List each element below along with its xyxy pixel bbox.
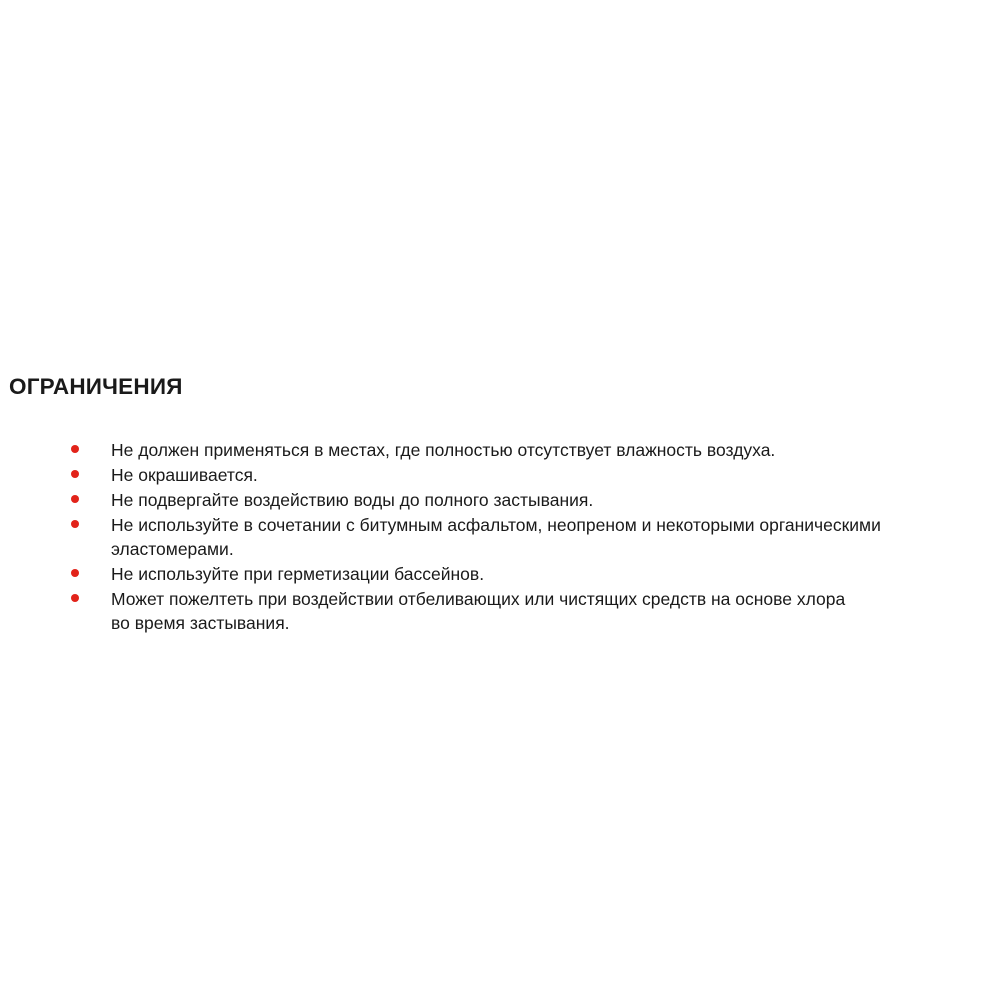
list-item bbox=[0, 438, 1000, 462]
list-item bbox=[0, 488, 1000, 512]
list-item-text: Не используйте при герметизации бассейнов. bbox=[111, 564, 485, 584]
list-item-text: Не окрашивается. bbox=[111, 465, 258, 485]
list-item-text-continued: эластомерами. bbox=[111, 539, 234, 559]
list-item bbox=[0, 513, 1000, 561]
list-item bbox=[0, 587, 1000, 635]
list-item-text-continued: во время застывания. bbox=[111, 613, 290, 633]
bullet-icon bbox=[71, 594, 79, 602]
limitations-list bbox=[0, 438, 1000, 636]
list-item-text: Может пожелтеть при воздействии отбеливающих или чистящих средств на основе хлора bbox=[111, 589, 846, 609]
section-title: ОГРАНИЧЕНИЯ bbox=[9, 374, 183, 399]
list-item bbox=[0, 562, 1000, 586]
list-item-text: Не используйте в сочетании с битумным асфальтом, неопреном и некоторыми органическими bbox=[111, 515, 881, 535]
bullet-icon bbox=[71, 470, 79, 478]
bullet-icon bbox=[71, 569, 79, 577]
bullet-icon bbox=[71, 445, 79, 453]
list-item-text: Не должен применяться в местах, где полностью отсутствует влажность воздуха. bbox=[111, 440, 776, 460]
bullet-icon bbox=[71, 495, 79, 503]
bullet-icon bbox=[71, 520, 79, 528]
list-item-text: Не подвергайте воздействию воды до полного застывания. bbox=[111, 490, 594, 510]
list-item bbox=[0, 463, 1000, 487]
